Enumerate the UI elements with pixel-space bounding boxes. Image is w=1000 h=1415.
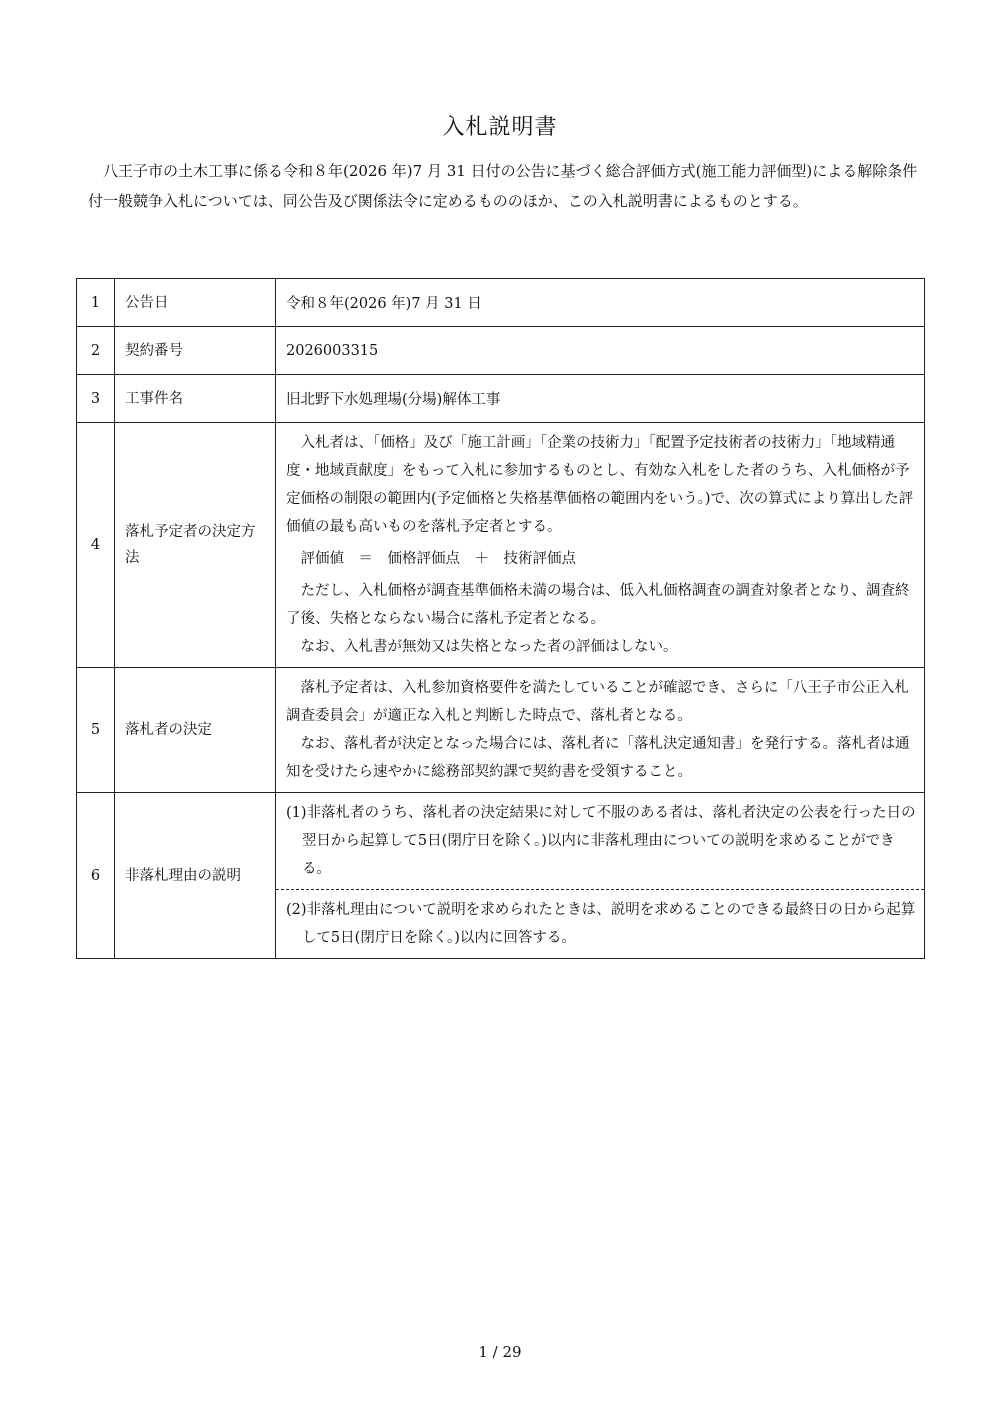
row-number: 5 bbox=[77, 668, 115, 793]
intro-text: 八王子市の土木工事に係る令和８年(2026 年)7 月 31 日付の公告に基づく総合評価方式(施工能力評価型)による解除条件付一般競争入札については、同公告及び関係法令に定めるもののほか、この入札説明書によるものとする。 bbox=[88, 162, 918, 210]
row-label: 契約番号 bbox=[115, 327, 276, 375]
non-award-item-2 bbox=[276, 889, 924, 958]
document-title: 入札説明書 bbox=[442, 115, 558, 140]
decision-method-p3: なお、入札書が無効又は失格となった者の評価はしない。 bbox=[300, 639, 678, 655]
winner-decision-p1: 落札予定者は、入札参加資格要件を満たしていることが確認でき、さらに「八王子市公正入札調査委員会」が適正な入札と判断した時点で、落札者となる。 bbox=[286, 680, 909, 724]
row-label: 工事件名 bbox=[115, 375, 276, 423]
non-award-item-2-text: (2)非落札理由について説明を求められたときは、説明を求めることのできる最終日の日から起算して5日(閉庁日を除く。)以内に回答する。 bbox=[286, 902, 916, 946]
row-label: 落札予定者の決定方法 bbox=[115, 423, 276, 668]
table-row bbox=[77, 279, 925, 327]
row-number: 3 bbox=[77, 375, 115, 423]
row-number: 4 bbox=[77, 423, 115, 668]
spec-table bbox=[76, 278, 925, 959]
non-award-reason-body bbox=[276, 793, 925, 959]
decision-method-body bbox=[276, 423, 925, 668]
table-row bbox=[77, 375, 925, 423]
row-label: 非落札理由の説明 bbox=[115, 793, 276, 959]
decision-method-p2: ただし、入札価格が調査基準価格未満の場合は、低入札価格調査の調査対象者となり、調査終了後、失格とならない場合に落札予定者となる。 bbox=[286, 583, 910, 627]
intro-paragraph bbox=[88, 156, 918, 216]
table-row bbox=[77, 327, 925, 375]
row-number: 6 bbox=[77, 793, 115, 959]
non-award-item-1-text: (1)非落札者のうち、落札者の決定結果に対して不服のある者は、落札者決定の公表を行った日の翌日から起算して5日(閉庁日を除く。)以内に非落札理由についての説明を求めることができる。 bbox=[286, 805, 916, 877]
decision-method-p1: 入札者は、「価格」及び「施工計画」「企業の技術力」「配置予定技術者の技術力」「地域精通度・地域貢献度」をもって入札に参加するものとし、有効な入札をした者のうち、入札価格が予定価格の制限の範囲内(予定価格と失格基準価格の範囲内をいう。)で、次の算式により算出した評価値の最も高いものを落札予定者とする。 bbox=[286, 435, 914, 535]
non-award-item-1 bbox=[276, 793, 924, 889]
contract-number: 2026003315 bbox=[276, 327, 925, 375]
evaluation-formula: 評価値 ＝ 価格評価点 ＋ 技術評価点 bbox=[300, 551, 576, 567]
row-number: 1 bbox=[77, 279, 115, 327]
announcement-date: 令和８年(2026 年)7 月 31 日 bbox=[276, 279, 925, 327]
row-number: 2 bbox=[77, 327, 115, 375]
table-row bbox=[77, 668, 925, 793]
row-label: 公告日 bbox=[115, 279, 276, 327]
table-row bbox=[77, 793, 925, 959]
winner-decision-body bbox=[276, 668, 925, 793]
page-number: 1 / 29 bbox=[478, 1343, 522, 1361]
project-name: 旧北野下水処理場(分場)解体工事 bbox=[276, 375, 925, 423]
winner-decision-p2: なお、落札者が決定となった場合には、落札者に「落札決定通知書」を発行する。落札者は通知を受けたら速やかに総務部契約課で契約書を受領すること。 bbox=[286, 736, 910, 780]
row-label: 落札者の決定 bbox=[115, 668, 276, 793]
table-row bbox=[77, 423, 925, 668]
